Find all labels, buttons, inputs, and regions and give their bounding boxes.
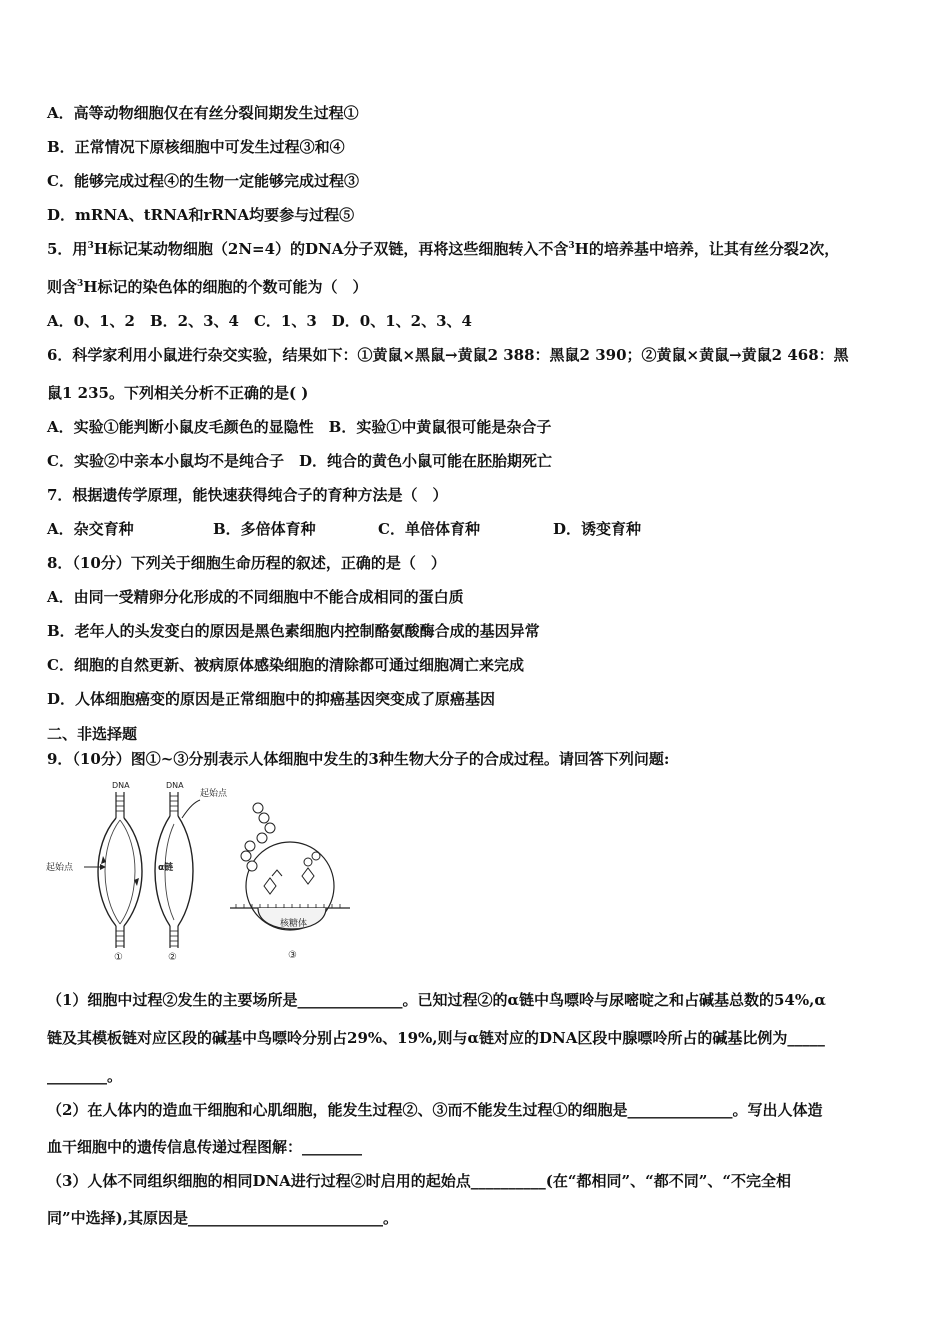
q9-part1-line3: ________。: [47, 1067, 123, 1085]
ribosome-label: 核糖体: [280, 919, 308, 929]
figure-num-3: ③: [288, 950, 297, 961]
dna-label-1: DNA: [112, 781, 130, 790]
origin-label-left: 起始点: [46, 863, 74, 873]
section-title: 二、非选择题: [47, 725, 138, 743]
q7-option-d: D．诱变育种: [553, 520, 642, 538]
q7-option-c: C．单倍体育种: [378, 520, 480, 538]
q8-option-d: D．人体细胞癌变的原因是正常细胞中的抑癌基因突变成了原癌基因: [47, 690, 496, 708]
q9-stem: 9．（10分）图①~③分别表示人体细胞中发生的3种生物大分子的合成过程。请回答下列问题:: [47, 750, 670, 768]
q8-option-a: A．由同一受精卵分化形成的不同细胞中不能合成相同的蛋白质: [47, 588, 464, 606]
q5-stem-line2: 则含$^3$H标记的染色体的细胞的个数可能为（ ）: [47, 278, 368, 296]
q4-option-d: D．mRNA、tRNA和rRNA均要参与过程⑤: [47, 206, 355, 224]
origin-label-top: 起始点: [200, 789, 228, 799]
dna-label-2: DNA: [166, 781, 184, 790]
q9-part2-line1: （2）在人体内的造血干细胞和心肌细胞，能发生过程②、③而不能发生过程①的细胞是______________。写出人体造: [47, 1101, 823, 1119]
diagram-3-translation: [230, 803, 350, 961]
q4-option-a: A．高等动物细胞仅在有丝分裂间期发生过程①: [47, 104, 359, 122]
q6-options-cd: C．实验②中亲本小鼠均不是纯合子 D．纯合的黄色小鼠可能在胚胎期死亡: [47, 452, 552, 470]
diagram-2-transcription: [155, 781, 228, 963]
q9-part2-line2: 血干细胞中的遗传信息传递过程图解：________: [47, 1138, 363, 1156]
q5-stem-line1: 5．用$^3$H标记某动物细胞（2N=4）的DNA分子双链，再将这些细胞转入不含$^3$H的培养基中培养，让其有丝分裂2次，: [47, 240, 840, 258]
q6-options-ab: A．实验①能判断小鼠皮毛颜色的显隐性 B．实验①中黄鼠很可能是杂合子: [47, 418, 552, 436]
q9-part1-line2: 链及其模板链对应区段的碱基中鸟嘌呤分别占29%、19%,则与α链对应的DNA区段中腺嘌呤所占的碱基比例为_____: [47, 1029, 825, 1047]
q9-part3-line1: （3）人体不同组织细胞的相同DNA进行过程②时启用的起始点__________(在“都相同”、“都不同”、“不完全相: [47, 1172, 792, 1190]
q7-option-a: A．杂交育种: [47, 520, 134, 538]
q9-part3-line2: 同”中选择),其原因是__________________________。: [47, 1209, 398, 1227]
diagram-1-replication: [46, 781, 142, 963]
q8-stem: 8．（10分）下列关于细胞生命历程的叙述，正确的是（ ）: [47, 554, 446, 572]
q6-stem-line1: 6．科学家利用小鼠进行杂交实验，结果如下：①黄鼠×黑鼠→黄鼠2 388：黑鼠2 390；②黄鼠×黄鼠→黄鼠2 468：黑: [47, 346, 849, 364]
figure-num-1: ①: [114, 952, 123, 963]
q7-options: [47, 519, 641, 539]
q4-option-b: B．正常情况下原核细胞中可发生过程③和④: [47, 138, 345, 156]
q7-option-b: B．多倍体育种: [213, 520, 316, 538]
figure-num-2: ②: [168, 952, 177, 963]
q9-figure: [40, 776, 360, 966]
q9-part1-line1: （1）细胞中过程②发生的主要场所是______________。已知过程②的α链中鸟嘌呤与尿嘧啶之和占碱基总数的54%,α: [47, 991, 826, 1009]
alpha-chain-label: α链: [158, 863, 174, 873]
q5-options: A．0、1、2 B．2、3、4 C．1、3 D．0、1、2、3、4: [47, 312, 472, 330]
q7-stem: 7．根据遗传学原理，能快速获得纯合子的育种方法是（ ）: [47, 486, 448, 504]
q6-stem-line2: 鼠1 235。下列相关分析不正确的是( ): [47, 384, 309, 402]
q8-option-b: B．老年人的头发变白的原因是黑色素细胞内控制酪氨酸酶合成的基因异常: [47, 622, 540, 640]
q4-option-c: C．能够完成过程④的生物一定能够完成过程③: [47, 172, 359, 190]
q8-option-c: C．细胞的自然更新、被病原体感染细胞的清除都可通过细胞凋亡来完成: [47, 656, 524, 674]
